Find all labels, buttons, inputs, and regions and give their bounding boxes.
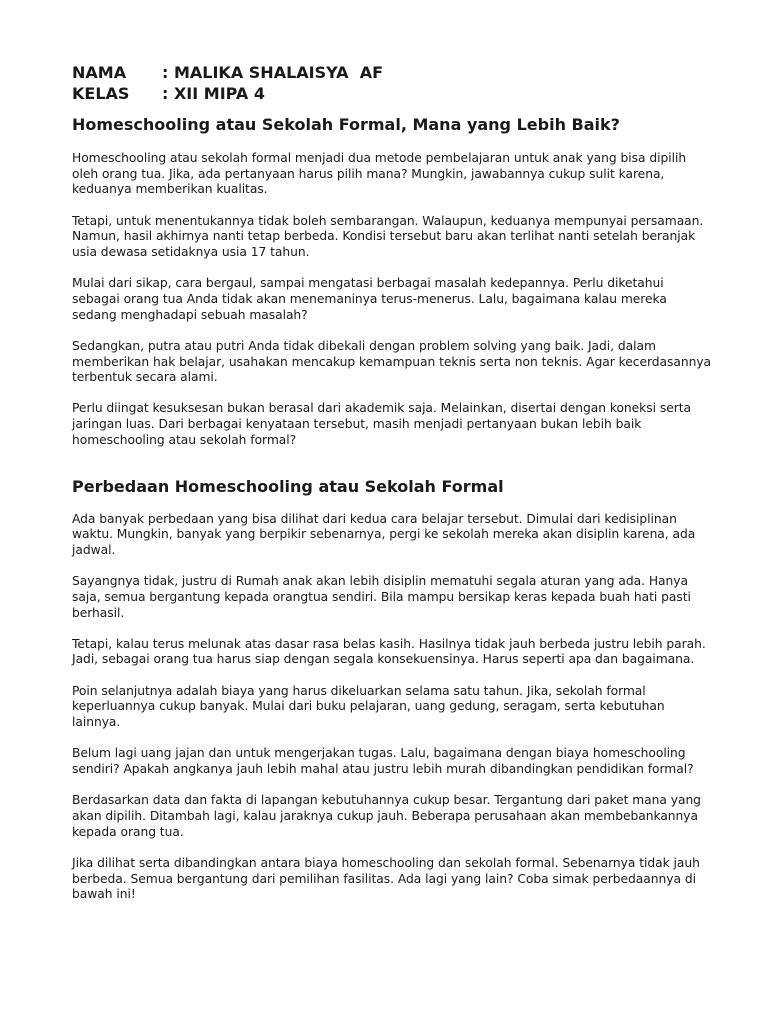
section-1-paragraph: Sedangkan, putra atau putri Anda tidak dibekali dengan problem solving yang baik. Jadi, dalam memberikan hak belajar, usahakan mencakup kemampuan teknis serta non teknis. Agar kecerdasannya terbentuk secara alami. bbox=[72, 338, 712, 385]
section-2-paragraph: Belum lagi uang jajan dan untuk mengerjakan tugas. Lalu, bagaimana dengan biaya homeschooling sendiri? Apakah angkanya jauh lebih mahal atau justru lebih murah dibandingkan pendidikan formal? bbox=[72, 746, 694, 776]
section-1-title: Homeschooling atau Sekolah Formal, Mana yang Lebih Baik? bbox=[72, 115, 620, 134]
document-page bbox=[72, 62, 712, 918]
student-identity bbox=[72, 62, 712, 104]
name-value: : MALIKA SHALAISYA AF bbox=[162, 63, 384, 82]
section-1-paragraph: Mulai dari sikap, cara bergaul, sampai mengatasi berbagai masalah kedepannya. Perlu diketahui sebagai orang tua Anda tidak akan menemaninya terus-menerus. Lalu, bagaimana kalau mereka sedang menghadapi sebuah masalah? bbox=[72, 276, 667, 322]
class-row bbox=[72, 83, 712, 104]
class-label: KELAS bbox=[72, 84, 130, 103]
name-row bbox=[72, 62, 712, 83]
section-2-title: Perbedaan Homeschooling atau Sekolah Formal bbox=[72, 476, 504, 496]
section-2-paragraph: Berdasarkan data dan fakta di lapangan kebutuhannya cukup besar. Tergantung dari paket mana yang akan dipilih. Ditambah lagi, kalau jaraknya cukup jauh. Beberapa perusahaan akan membebankannya kepada orang tua. bbox=[72, 793, 701, 839]
section-2-paragraph: Ada banyak perbedaan yang bisa dilihat dari kedua cara belajar tersebut. Dimulai dari kedisiplinan waktu. Mungkin, banyak yang berpikir sebenarnya, pergi ke sekolah mereka akan disiplin karena, ada jadwal. bbox=[72, 511, 696, 557]
class-value: : XII MIPA 4 bbox=[162, 84, 265, 103]
name-label: NAMA bbox=[72, 63, 127, 82]
section-1-paragraph: Perlu diingat kesuksesan bukan berasal dari akademik saja. Melainkan, disertai dengan koneksi serta jaringan luas. Dari berbagai kenyataan tersebut, masih menjadi pertanyaan bukan lebih baik homeschooling atau sekolah formal? bbox=[72, 401, 691, 447]
section-2-paragraph: Tetapi, kalau terus melunak atas dasar rasa belas kasih. Hasilnya tidak jauh berbeda justru lebih parah. Jadi, sebagai orang tua harus siap dengan segala konsekuensinya. Harus seperti apa dan bagaimana. bbox=[72, 636, 706, 667]
section-1-paragraph: Homeschooling atau sekolah formal menjadi dua metode pembelajaran untuk anak yang bisa dipilih oleh orang tua. Jika, ada pertanyaan harus pilih mana? Mungkin, jawabannya cukup sulit karena, keduanya memberikan kualitas. bbox=[72, 151, 687, 197]
section-2-paragraph: Sayangnya tidak, justru di Rumah anak akan lebih disiplin mematuhi segala aturan yang ada. Hanya saja, semua bergantung kepada orangtua sendiri. Bila mampu bersikap keras kepada buah hati pasti berhasil. bbox=[72, 574, 691, 620]
section-2-paragraph: Jika dilihat serta dibandingkan antara biaya homeschooling dan sekolah formal. Sebenarnya tidak jauh berbeda. Semua bergantung dari pemilihan fasilitas. Ada lagi yang lain? Coba simak perbedaannya di bawah ini! bbox=[72, 855, 700, 902]
section-2-paragraph: Poin selanjutnya adalah biaya yang harus dikeluarkan selama satu tahun. Jika, sekolah formal keperluannya cukup banyak. Mulai dari buku pelajaran, uang gedung, seragam, serta kebutuhan lainnya. bbox=[72, 683, 665, 730]
section-1-paragraph: Tetapi, untuk menentukannya tidak boleh sembarangan. Walaupun, keduanya mempunyai persamaan. Namun, hasil akhirnya nanti tetap berbeda. Kondisi tersebut baru akan terlihat nanti setelah beranjak usia dewasa setidaknya usia 17 tahun. bbox=[72, 213, 704, 260]
